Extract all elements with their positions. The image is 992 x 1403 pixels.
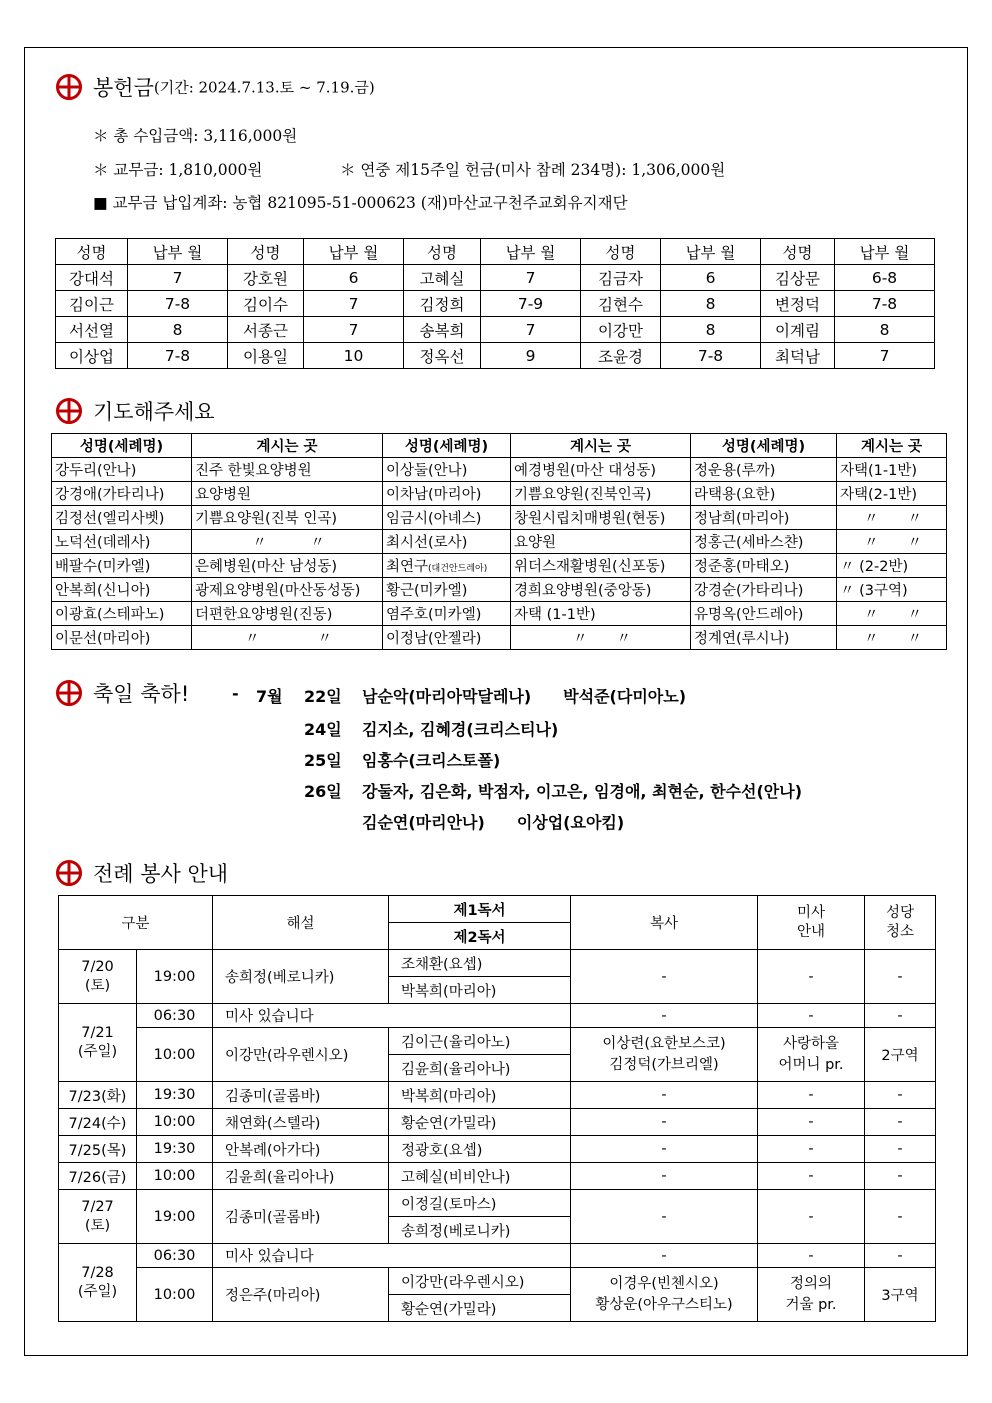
dues-month-cell: 6	[661, 265, 761, 291]
cleaning-cell: -	[865, 1004, 936, 1028]
time-cell: 10:00	[137, 1163, 213, 1190]
prayer-header-cell: 성명(세례명)	[52, 434, 192, 458]
commentary-cell: 송희정(베로니카)	[213, 950, 389, 1004]
dues-header-cell: 납부 월	[481, 239, 581, 265]
date-cell: 7/26(금)	[59, 1163, 137, 1190]
feast-heading	[55, 678, 189, 708]
dues-month-cell: 7-9	[481, 291, 581, 317]
prayer-row	[52, 602, 947, 626]
commentary-cell: 이강만(라우렌시오)	[213, 1028, 389, 1082]
commentary-cell: 안복례(아가다)	[213, 1136, 389, 1163]
prayer-name-cell: 이광효(스테파노)	[52, 602, 192, 626]
dues-name-cell: 김정희	[404, 291, 481, 317]
server-cell: -	[571, 950, 758, 1004]
prayer-name-cell: 정남희(마리아)	[691, 506, 837, 530]
prayer-location-cell: 자택 (1-1반)	[511, 602, 691, 626]
feast-names: 강둘자, 김은화, 박점자, 이고은, 임경애, 최현순, 한수선(안나)	[362, 782, 803, 801]
prayer-name-cell: 최시선(로사)	[383, 530, 511, 554]
time-cell: 19:30	[137, 1082, 213, 1109]
dues-header-row	[56, 239, 935, 265]
date-cell: 7/25(목)	[59, 1136, 137, 1163]
prayer-row	[52, 554, 947, 578]
cleaning-cell: -	[865, 1136, 936, 1163]
prayer-location-cell: 창원시립치매병원(현동)	[511, 506, 691, 530]
dues-row	[56, 265, 935, 291]
prayer-header-cell: 계시는 곳	[192, 434, 383, 458]
feast-names: 남순악(마리아막달레나) 박석준(다미아노)	[362, 687, 687, 706]
guide-cell: -	[758, 1004, 865, 1028]
baptismal-name-small: (대건안드레아)	[428, 564, 488, 574]
prayer-location-cell: 진주 한빛요양병원	[192, 458, 383, 482]
reading1-cell: 조채환(요셉)	[389, 950, 571, 977]
feast-names: 김지소, 김혜경(크리스티나)	[362, 720, 559, 739]
server-cell: 이경우(빈첸시오) 황상운(아우구스티노)	[571, 1268, 758, 1322]
feast-names: 임홍수(크리스토폴)	[362, 751, 501, 770]
prayer-header-cell: 계시는 곳	[837, 434, 947, 458]
prayer-name-cell	[383, 554, 511, 578]
dues-month-cell: 7	[128, 265, 228, 291]
offering-period: (기간: 2024.7.13.토 ~ 7.19.금)	[153, 78, 375, 97]
time-cell: 19:00	[137, 950, 213, 1004]
server-cell: -	[571, 1082, 758, 1109]
feast-dash: -	[232, 684, 239, 703]
dues-name-cell: 서종근	[228, 317, 304, 343]
dues-name-cell: 김이근	[56, 291, 128, 317]
cleaning-cell: -	[865, 1190, 936, 1244]
dues-income: ＊ 교무금: 1,810,000원	[93, 161, 263, 179]
feast-title: 축일 축하!	[93, 682, 190, 706]
col-cleaning: 성당 청소	[865, 896, 936, 950]
time-cell: 06:30	[137, 1244, 213, 1268]
prayer-name-cell: 염주호(미카엘)	[383, 602, 511, 626]
server-cell: 이상련(요한보스코) 김정덕(가브리엘)	[571, 1028, 758, 1082]
commentary-cell: 김종미(골롬바)	[213, 1082, 389, 1109]
prayer-name-cell: 이차남(마리아)	[383, 482, 511, 506]
feast-month: 7월	[256, 687, 283, 706]
cleaning-cell: -	[865, 950, 936, 1004]
prayer-row	[52, 626, 947, 650]
reading1-cell: 정광호(요셉)	[389, 1136, 571, 1163]
prayer-header-row	[52, 434, 947, 458]
dues-month-cell: 8	[128, 317, 228, 343]
prayer-location-cell: 기쁨요양원(진북 인곡)	[192, 506, 383, 530]
reading1-cell: 이정길(토마스)	[389, 1190, 571, 1217]
dues-row	[56, 343, 935, 369]
dues-name-cell: 김이수	[228, 291, 304, 317]
server-cell: -	[571, 1244, 758, 1268]
prayer-name-cell: 강경순(가타리나)	[691, 578, 837, 602]
dues-name-cell: 강대석	[56, 265, 128, 291]
prayer-name-cell: 이문선(마리아)	[52, 626, 192, 650]
date-cell: 7/27 (토)	[59, 1190, 137, 1244]
prayer-location-cell: 〃 〃	[511, 626, 691, 650]
prayer-location-cell: 〃 〃	[837, 602, 947, 626]
prayer-row	[52, 458, 947, 482]
guide-cell: -	[758, 1190, 865, 1244]
dues-name-cell: 조윤경	[581, 343, 661, 369]
col-category: 구분	[59, 896, 213, 950]
dues-header-cell: 성명	[228, 239, 304, 265]
offering-heading	[55, 72, 375, 102]
prayer-name-text: 최연구	[386, 559, 429, 575]
dues-month-cell: 8	[661, 317, 761, 343]
prayer-location-cell: 기쁨요양원(진북인곡)	[511, 482, 691, 506]
prayer-name-cell: 정준홍(마태오)	[691, 554, 837, 578]
cleaning-cell: -	[865, 1082, 936, 1109]
cross-circle-icon	[55, 397, 83, 425]
date-cell: 7/23(화)	[59, 1082, 137, 1109]
dues-name-cell: 최덕남	[761, 343, 835, 369]
liturgy-table	[58, 895, 936, 1322]
dues-header-cell: 납부 월	[304, 239, 404, 265]
guide-cell: -	[758, 1082, 865, 1109]
dues-header-cell: 납부 월	[661, 239, 761, 265]
cleaning-cell: -	[865, 1244, 936, 1268]
dues-month-cell: 8	[661, 291, 761, 317]
guide-cell: -	[758, 1136, 865, 1163]
prayer-location-cell: 예경병원(마산 대성동)	[511, 458, 691, 482]
prayer-location-cell: 요양원	[511, 530, 691, 554]
prayer-name-cell: 정홍근(세바스챤)	[691, 530, 837, 554]
dues-month-cell: 10	[304, 343, 404, 369]
prayer-name-cell: 정계연(루시나)	[691, 626, 837, 650]
prayer-name-cell: 이상둘(안나)	[383, 458, 511, 482]
reading2-cell: 김윤희(율리아나)	[389, 1055, 571, 1082]
commentary-cell: 채연화(스텔라)	[213, 1109, 389, 1136]
dues-name-cell: 김현수	[581, 291, 661, 317]
dues-table	[55, 238, 935, 369]
guide-cell: -	[758, 1244, 865, 1268]
dues-month-cell: 6	[304, 265, 404, 291]
prayer-location-cell: 〃 〃	[192, 626, 383, 650]
time-cell: 06:30	[137, 1004, 213, 1028]
dues-header-cell: 성명	[404, 239, 481, 265]
dues-month-cell: 6-8	[835, 265, 935, 291]
commentary-cell: 정은주(마리아)	[213, 1268, 389, 1322]
prayer-location-cell: 더편한요양병원(진동)	[192, 602, 383, 626]
dues-name-cell: 송복희	[404, 317, 481, 343]
cleaning-cell: 2구역	[865, 1028, 936, 1082]
guide-cell: 사랑하올 어머니 pr.	[758, 1028, 865, 1082]
prayer-location-cell: 광제요양병원(마산동성동)	[192, 578, 383, 602]
date-cell: 7/20 (토)	[59, 950, 137, 1004]
date-cell: 7/28 (주일)	[59, 1244, 137, 1322]
prayer-table	[51, 433, 947, 650]
guide-cell: 정의의 거울 pr.	[758, 1268, 865, 1322]
cross-circle-icon	[55, 73, 83, 101]
no-mass-note: 미사 있습니다	[213, 1004, 571, 1028]
time-cell: 19:30	[137, 1136, 213, 1163]
server-cell: -	[571, 1136, 758, 1163]
reading2-cell: 박복희(마리아)	[389, 977, 571, 1004]
dues-month-cell: 7-8	[128, 291, 228, 317]
prayer-name-cell: 강경애(가타리나)	[52, 482, 192, 506]
prayer-name-cell: 정운용(루까)	[691, 458, 837, 482]
col-server: 복사	[571, 896, 758, 950]
dues-month-cell: 7	[481, 265, 581, 291]
feast-names: 김순연(마리안나) 이상업(요아킴)	[362, 813, 625, 832]
dues-header-cell: 납부 월	[128, 239, 228, 265]
dues-name-cell: 이상업	[56, 343, 128, 369]
prayer-title: 기도해주세요	[93, 400, 215, 424]
reading1-cell: 고혜실(비비안나)	[389, 1163, 571, 1190]
date-cell: 7/21 (주일)	[59, 1004, 137, 1082]
dues-name-cell: 변정덕	[761, 291, 835, 317]
prayer-name-cell: 임금시(아녜스)	[383, 506, 511, 530]
sunday-offering: ＊ 연중 제15주일 헌금(미사 참례 234명): 1,306,000원	[340, 161, 726, 179]
feast-day: 24일	[304, 720, 342, 739]
prayer-location-cell: 〃 〃	[192, 530, 383, 554]
dues-row	[56, 317, 935, 343]
prayer-header-cell: 성명(세례명)	[691, 434, 837, 458]
time-cell: 19:00	[137, 1190, 213, 1244]
no-mass-note: 미사 있습니다	[213, 1244, 571, 1268]
prayer-location-cell: 〃 (2-2반)	[837, 554, 947, 578]
dues-header-cell: 성명	[56, 239, 128, 265]
prayer-location-cell: 위더스재활병원(신포동)	[511, 554, 691, 578]
dues-name-cell: 김금자	[581, 265, 661, 291]
reading2-cell: 황순연(가밀라)	[389, 1295, 571, 1322]
date-cell: 7/24(수)	[59, 1109, 137, 1136]
dues-header-cell: 납부 월	[835, 239, 935, 265]
prayer-name-cell: 유명옥(안드레아)	[691, 602, 837, 626]
dues-month-cell: 7-8	[661, 343, 761, 369]
prayer-name-cell: 배팔수(미카엘)	[52, 554, 192, 578]
time-cell: 10:00	[137, 1028, 213, 1082]
feast-day: 25일	[304, 751, 342, 770]
prayer-location-cell: 〃 〃	[837, 506, 947, 530]
prayer-row	[52, 578, 947, 602]
dues-month-cell: 7	[481, 317, 581, 343]
col-commentary: 해설	[213, 896, 389, 950]
liturgy-heading	[55, 858, 228, 888]
dues-name-cell: 이계림	[761, 317, 835, 343]
guide-cell: -	[758, 950, 865, 1004]
dues-name-cell: 고혜실	[404, 265, 481, 291]
commentary-cell: 김종미(골롬바)	[213, 1190, 389, 1244]
time-cell: 10:00	[137, 1109, 213, 1136]
reading1-cell: 김이근(율리아노)	[389, 1028, 571, 1055]
prayer-row	[52, 506, 947, 530]
col-reading1: 제1독서	[389, 896, 571, 923]
dues-row	[56, 291, 935, 317]
dues-name-cell: 이강만	[581, 317, 661, 343]
reading1-cell: 박복희(마리아)	[389, 1082, 571, 1109]
dues-month-cell: 7	[835, 343, 935, 369]
guide-cell: -	[758, 1109, 865, 1136]
dues-name-cell: 김상문	[761, 265, 835, 291]
dues-month-cell: 7	[304, 291, 404, 317]
reading1-cell: 이강만(라우렌시오)	[389, 1268, 571, 1295]
prayer-row	[52, 530, 947, 554]
prayer-header-cell: 계시는 곳	[511, 434, 691, 458]
col-reading2: 제2독서	[389, 923, 571, 950]
prayer-name-cell: 이정남(안젤라)	[383, 626, 511, 650]
prayer-row	[52, 482, 947, 506]
reading2-cell: 송희정(베로니카)	[389, 1217, 571, 1244]
dues-name-cell: 서선열	[56, 317, 128, 343]
prayer-location-cell: 〃 (3구역)	[837, 578, 947, 602]
prayer-name-cell: 강두리(안나)	[52, 458, 192, 482]
cleaning-cell: -	[865, 1109, 936, 1136]
cross-circle-icon	[55, 859, 83, 887]
liturgy-title: 전례 봉사 안내	[93, 862, 229, 886]
prayer-name-cell: 김정선(엘리사벳)	[52, 506, 192, 530]
prayer-location-cell: 은혜병원(마산 남성동)	[192, 554, 383, 578]
server-cell: -	[571, 1163, 758, 1190]
dues-month-cell: 7	[304, 317, 404, 343]
server-cell: -	[571, 1190, 758, 1244]
prayer-location-cell: 경희요양병원(중앙동)	[511, 578, 691, 602]
reading1-cell: 황순연(가밀라)	[389, 1109, 571, 1136]
dues-name-cell: 이용일	[228, 343, 304, 369]
dues-month-cell: 9	[481, 343, 581, 369]
prayer-location-cell: 〃 〃	[837, 626, 947, 650]
dues-month-cell: 8	[835, 317, 935, 343]
col-mass-guide: 미사 안내	[758, 896, 865, 950]
server-cell: -	[571, 1109, 758, 1136]
prayer-name-cell: 황근(미카엘)	[383, 578, 511, 602]
dues-name-cell: 강호원	[228, 265, 304, 291]
cleaning-cell: -	[865, 1163, 936, 1190]
dues-header-cell: 성명	[581, 239, 661, 265]
prayer-location-cell: 〃 〃	[837, 530, 947, 554]
prayer-name-cell: 노덕선(데레사)	[52, 530, 192, 554]
dues-month-cell: 7-8	[835, 291, 935, 317]
feast-day: 22일	[304, 687, 342, 706]
guide-cell: -	[758, 1163, 865, 1190]
total-income: ＊ 총 수입금액: 3,116,000원	[93, 127, 298, 145]
time-cell: 10:00	[137, 1268, 213, 1322]
prayer-name-cell: 라택용(요한)	[691, 482, 837, 506]
offering-title: 봉헌금	[93, 76, 154, 100]
account-info: ■ 교무금 납입계좌: 농협 821095-51-000623 (재)마산교구천주교회유지재단	[93, 194, 628, 212]
prayer-header-cell: 성명(세례명)	[383, 434, 511, 458]
feast-day: 26일	[304, 782, 342, 801]
dues-header-cell: 성명	[761, 239, 835, 265]
prayer-location-cell: 자택(1-1반)	[837, 458, 947, 482]
dues-month-cell: 7-8	[128, 343, 228, 369]
server-cell: -	[571, 1004, 758, 1028]
prayer-location-cell: 요양병원	[192, 482, 383, 506]
commentary-cell: 김윤희(율리아나)	[213, 1163, 389, 1190]
prayer-name-cell: 안복희(신니아)	[52, 578, 192, 602]
cleaning-cell: 3구역	[865, 1268, 936, 1322]
cross-circle-icon	[55, 679, 83, 707]
dues-name-cell: 정옥선	[404, 343, 481, 369]
prayer-location-cell: 자택(2-1반)	[837, 482, 947, 506]
prayer-heading	[55, 396, 215, 426]
